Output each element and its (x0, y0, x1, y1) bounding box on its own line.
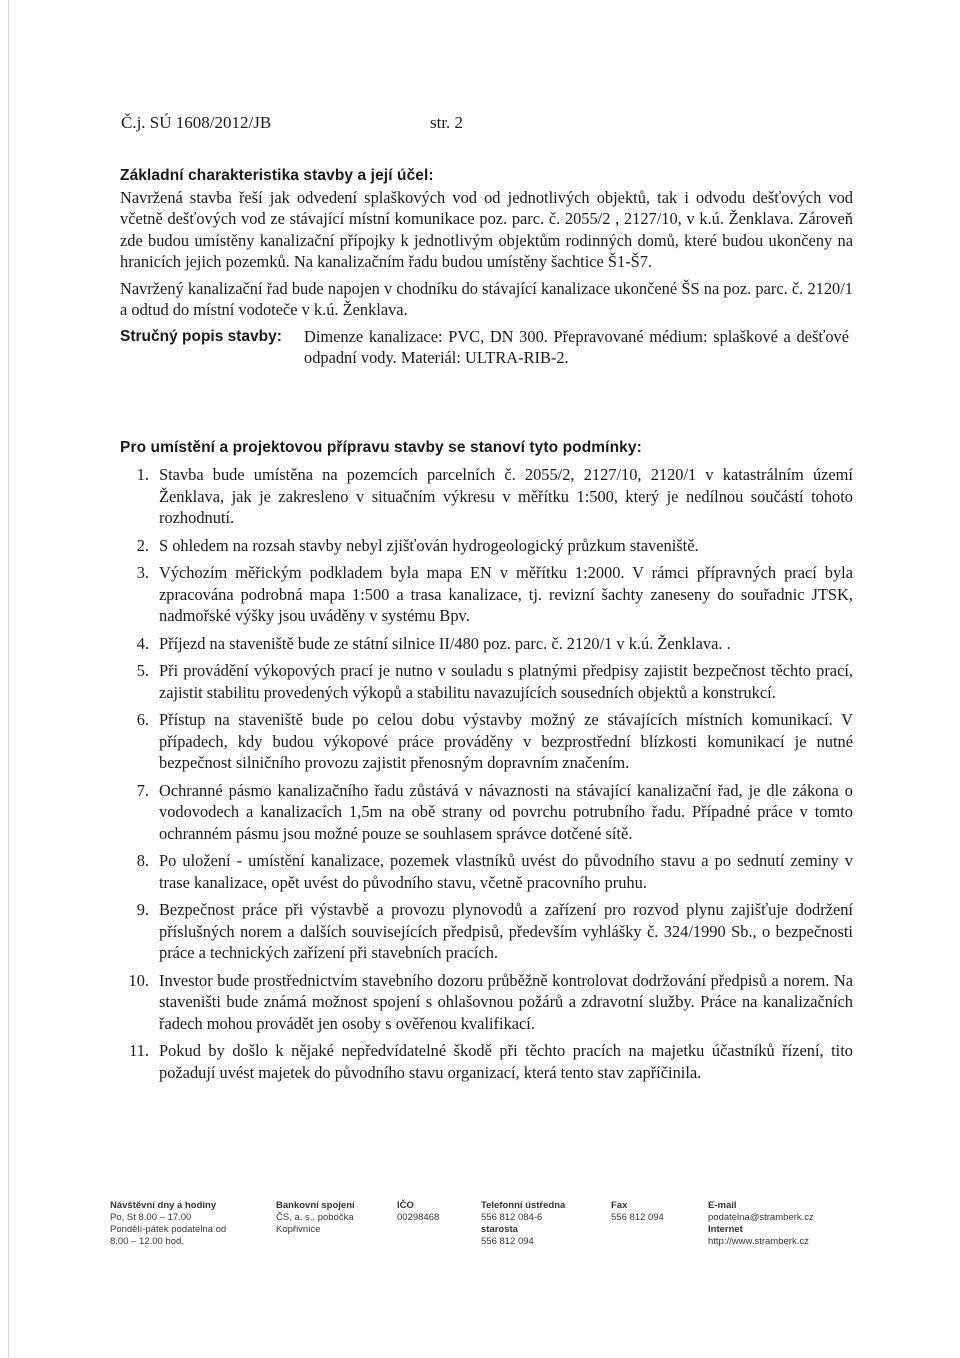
condition-text: Pokud by došlo k nějaké nepředvídatelné škodě při těchto pracích na majetku účastníků řízení, tito požadují uvést majetek do původního stavu organizací, která tento stav zapříčinila. (159, 1041, 853, 1082)
brief-description-label: Stručný popis stavby: (120, 327, 282, 345)
condition-item (120, 660, 853, 703)
condition-number: 5. (136, 661, 149, 680)
footer-contact (708, 1200, 814, 1248)
condition-number: 3. (136, 563, 149, 582)
condition-number: 8. (136, 851, 149, 870)
footer-phone-mayor-label: starosta (481, 1224, 518, 1235)
condition-item (120, 709, 853, 774)
footer-hours-title: Návštěvní dny a hodiny (110, 1200, 217, 1211)
footer-bank-line: Kopřivnice (276, 1224, 321, 1235)
footer-phone-title: Telefonní ústředna (481, 1200, 566, 1211)
condition-text: Příjezd na staveniště bude ze státní silnice II/480 poz. parc. č. 2120/1 v k.ú. Ženklava. . (159, 633, 731, 653)
condition-item (120, 535, 853, 557)
footer-phone (481, 1200, 565, 1248)
condition-item (120, 970, 853, 1035)
footer-hours-line: Po, St 8.00 – 17.00 (110, 1212, 192, 1223)
paragraph-connection: Navržený kanalizační řad bude napojen v chodníku do stávající kanalizace ukončené ŠS na poz. parc. č. 2120/1 a odtud do místní vodoteče v k.ú. Ženklava. (120, 278, 853, 319)
footer-hours-line: 8.00 – 12.00 hod. (110, 1236, 184, 1247)
condition-item (120, 562, 853, 627)
condition-text: Ochranné pásmo kanalizačního řadu zůstává v návaznosti na stávající kanalizační řad, je dle zákona o vodovodech a kanalizacích 1,5m na obě strany od povrchu potrubního řadu. Případné práce v tomto ochranném pásmu jsou možné pouze se souhlasem správce dotčené sítě. (159, 780, 853, 843)
footer-phone-line: 556 812 094 (481, 1236, 534, 1247)
paragraph-description: Navržená stavba řeší jak odvedení splaškových vod od jednotlivých objektů, tak i odvodu dešťových vod včetně dešťových vod ze stávající místní komunikace poz. parc. č. 2055/2 , 2127/10, v k.ú. Ženklava. Zároveň zde budou umístěny kanalizační přípojky k jednotlivým objektům rodinných domů, které budou ukončeny na hranicích jejich pozemků. Na kanalizačním řadu budou umístěny šachtice Š1-Š7. (120, 187, 853, 271)
document-body (120, 165, 853, 1089)
brief-description-text: Dimenze kanalizace: PVC, DN 300. Přepravované médium: splaškové a dešťové odpadní vody. Materiál: ULTRA-RIB-2. (304, 326, 849, 367)
condition-number: 6. (136, 710, 149, 729)
condition-number: 2. (136, 535, 149, 555)
footer-fax-value: 556 812 094 (611, 1212, 664, 1223)
footer-bank-title: Bankovní spojení (276, 1200, 355, 1211)
condition-number: 9. (136, 900, 149, 919)
footer-fax (611, 1200, 664, 1224)
footer-bank-line: ČS, a. s., pobočka (276, 1212, 354, 1223)
condition-text: Po uložení - umístění kanalizace, pozemek vlastníků uvést do původního stavu a po sednutí zeminy v trase kanalizace, opět uvést do původního stavu, včetně pracovního pruhu. (159, 851, 853, 892)
condition-text: Výchozím měřickým podkladem byla mapa EN v měřítku 1:2000. V rámci přípravných prací byla zpracována podrobná mapa 1:500 a trasa kanalizace, tj. revizní šachty zaneseny do souřadnic JTSK, nadmořské výšky jsou uváděny v systému Bpv. (159, 563, 853, 625)
footer-fax-title: Fax (611, 1200, 628, 1211)
page-number: str. 2 (430, 113, 464, 132)
condition-item (120, 780, 853, 845)
footer-ico-title: IČO (397, 1200, 414, 1211)
scan-edge-line (8, 0, 9, 1358)
condition-number: 10. (128, 970, 149, 990)
footer-hours-line: Pondělí-pátek podatelna od (110, 1224, 227, 1235)
footer-bank (276, 1200, 355, 1236)
condition-number: 7. (136, 780, 149, 800)
footer-ico (397, 1200, 439, 1224)
footer-phone-line: 556 812 084-6 (481, 1212, 543, 1223)
condition-number: 11. (129, 1041, 149, 1060)
brief-description (120, 326, 853, 369)
section-heading-conditions: Pro umístění a projektovou přípravu stavby se stanoví tyto podmínky: (120, 438, 642, 456)
condition-text: Bezpečnost práce při výstavbě a provozu plynovodů a zařízení pro rozvod plynu zajišťuje dodržení příslušných norem a dalších souvisejících předpisů, především vyhlášky č. 324/1990 Sb., o bezpečnosti práce a technických zařízení při stavebních pracích. (159, 900, 853, 962)
section-heading-characteristics: Základní charakteristika stavby a její účel: (120, 167, 434, 184)
condition-item (120, 899, 853, 964)
footer-internet-title: Internet (708, 1224, 743, 1235)
condition-number: 1. (136, 465, 149, 484)
condition-text: Při provádění výkopových prací je nutno v souladu s platnými předpisy zajistit bezpečnost těchto prací, zajistit stabilitu provedených výkopů a stabilitu navazujících sousedních objektů a konstrukcí. (159, 661, 853, 702)
condition-text: Stavba bude umístěna na pozemcích parcelních č. 2055/2, 2127/10, 2120/1 v katastrálním území Ženklava, jak je zakresleno v situačním výkresu v měřítku 1:500, který je nedílnou součástí tohoto rozhodnutí. (159, 465, 853, 527)
condition-item (120, 850, 853, 893)
footer-email-title: E-mail (708, 1200, 737, 1211)
condition-number: 4. (136, 633, 149, 653)
condition-item (120, 633, 853, 655)
footer-ico-value: 00298468 (397, 1212, 440, 1223)
conditions-list (120, 464, 853, 1083)
condition-text: S ohledem na rozsah stavby nebyl zjišťován hydrogeologický průzkum staveniště. (159, 535, 699, 555)
footer-office-hours (110, 1200, 226, 1248)
footer-website-link[interactable]: http://www.stramberk.cz (708, 1236, 809, 1247)
condition-item (120, 464, 853, 529)
condition-text: Přístup na staveniště bude po celou dobu výstavby možný ze stávajících místních komunikací. V případech, kdy budou výkopové práce prováděny v bezprostřední blízkosti komunikací je nutné bezpečnost silničního provozu zajistit přenosným dopravním značením. (159, 710, 853, 772)
condition-text: Investor bude prostřednictvím stavebního dozoru průběžně kontrolovat dodržování předpisů a norem. Na staveništi bude známá možnost spojení s ohlašovnou požárů a zdravotní služby. Práce na kanalizačních řadech mohou provádět jen osoby s ověřenou kvalifikací. (159, 970, 853, 1033)
reference-number: Č.j. SÚ 1608/2012/JB (121, 113, 272, 132)
condition-item (120, 1040, 853, 1083)
footer-email-link[interactable]: podatelna@stramberk.cz (708, 1212, 814, 1223)
